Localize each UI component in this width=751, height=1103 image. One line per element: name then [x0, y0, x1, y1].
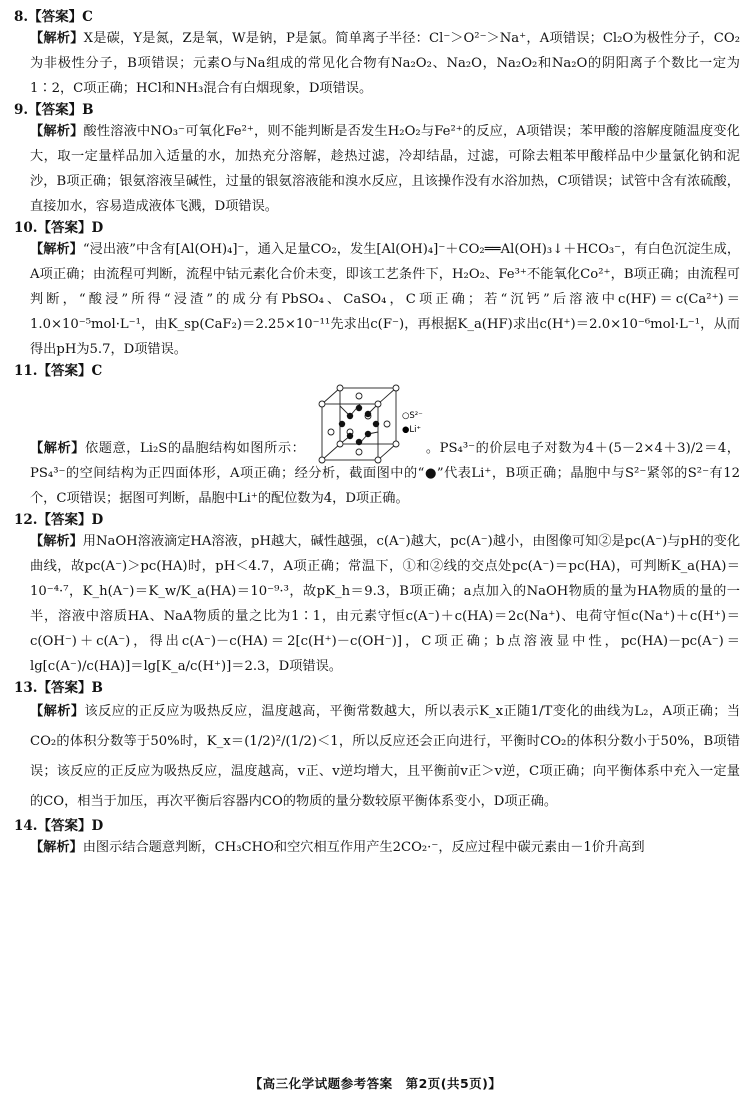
analysis-11	[14, 436, 740, 511]
question-number: 12.	[14, 512, 38, 528]
analysis-text: 。PS₄³⁻的价层电子对数为4＋(5－2×4＋3)/2＝4，PS₄³⁻的空间结构为正四面体形，A项正确；经分析，截面图中的“●”代表Li⁺，B项正确；晶胞中与S²⁻紧邻的S²⁻有12个，C项错误；据图可判断，晶胞中Li⁺的配位数为4，D项正确。	[30, 441, 740, 506]
answer-line-11	[14, 362, 740, 380]
analysis-10	[14, 237, 740, 362]
analysis-tag: 【解析】	[30, 31, 84, 46]
answer-tag: 【答案】	[28, 102, 83, 118]
answer-line-13	[14, 679, 740, 697]
answer-tag: 【答案】	[37, 818, 92, 834]
analysis-9	[14, 119, 740, 219]
question-number: 9.	[14, 102, 29, 118]
analysis-tag: 【解析】	[30, 242, 83, 257]
analysis-tag: 【解析】	[30, 441, 85, 456]
answer-value: B	[91, 680, 103, 696]
question-number: 11.	[14, 363, 38, 379]
question-number: 10.	[14, 220, 38, 236]
analysis-text: X是碳，Y是氮，Z是氧，W是钠，P是氯。简单离子半径：Cl⁻＞O²⁻＞Na⁺，A项错误；Cl₂O为极性分子，CO₂为非极性分子，B项错误；元素O与Na组成的常见化合物有Na₂O₂、Na₂O，Na₂O₂和Na₂O的阴阳离子个数比一定为1∶2，C项正确；HCl和NH₃混合有白烟现象，D项错误。	[30, 31, 740, 96]
analysis-tag: 【解析】	[30, 840, 83, 855]
analysis-12	[14, 529, 740, 679]
answer-tag: 【答案】	[37, 363, 92, 379]
analysis-tag: 【解析】	[30, 704, 85, 719]
analysis-text-pre: 依题意，Li₂S的晶胞结构如图所示：	[85, 441, 306, 456]
question-number: 13.	[14, 680, 38, 696]
answer-line-10	[14, 219, 740, 237]
answer-value: D	[91, 220, 104, 236]
page-footer: 【高三化学试题参考答案 第2页(共5页)】	[249, 1076, 502, 1091]
answer-tag: 【答案】	[37, 680, 92, 696]
analysis-13	[14, 697, 740, 817]
answer-value: C	[82, 9, 93, 25]
answer-line-9	[14, 101, 740, 119]
answer-tag: 【答案】	[28, 9, 83, 25]
analysis-text: “浸出液”中含有[Al(OH)₄]⁻，通入足量CO₂，发生[Al(OH)₄]⁻＋CO₂══Al(OH)₃↓＋HCO₃⁻，有白色沉淀生成，A项正确；由流程可判断，流程中钴元素化合价未变，即该工艺条件下，H₂O₂、Fe³⁺不能氧化Co²⁺，B项正确；由流程可判断，“酸浸”所得“浸渣”的成分有PbSO₄、CaSO₄，C项正确；若“沉钙”后溶液中c(HF)＝c(Ca²⁺)＝1.0×10⁻⁵mol·L⁻¹，由K_sp(CaF₂)＝2.25×10⁻¹¹先求出c(F⁻)，再根据K_a(HF)求出c(H⁺)＝2.0×10⁻⁶mol·L⁻¹，从而得出pH为5.7，D项错误。	[30, 242, 741, 357]
answer-value: D	[91, 818, 104, 834]
answer-tag: 【答案】	[37, 220, 92, 236]
analysis-tag: 【解析】	[30, 534, 83, 549]
answer-page	[14, 8, 740, 860]
answer-value: B	[82, 102, 94, 118]
analysis-text: 酸性溶液中NO₃⁻可氧化Fe²⁺，则不能判断是否发生H₂O₂与Fe²⁺的反应，A项错误；苯甲酸的溶解度随温度变化大，取一定量样品加入适量的水，加热充分溶解，趁热过滤，冷却结晶，过滤，可除去粗苯甲酸样品中少量氯化钠和泥沙，B项正确；银氨溶液呈碱性，过量的银氨溶液能和溴水反应，且该操作没有水浴加热，C项错误；试管中含有浓硫酸，直接加水，容易造成液体飞溅，D项错误。	[30, 124, 740, 214]
legend-lithium-ion: ●Li⁺	[402, 425, 422, 435]
analysis-tag: 【解析】	[30, 124, 84, 139]
analysis-text: 用NaOH溶液滴定HA溶液，pH越大，碱性越强，c(A⁻)越大，pc(A⁻)越小，由图像可知②是pc(A⁻)与pH的变化曲线，故pc(A⁻)＞pc(HA)时，pH＜4.7，A项正确；常温下，①和②线的交点处pc(A⁻)＝pc(HA)，可判断K_a(HA)＝10⁻⁴·⁷，K_h(A⁻)＝K_w/K_a(HA)＝10⁻⁹·³，故pK_h＝9.3，B项正确；a点加入的NaOH物质的量为HA物质的量的一半，溶液中溶质HA、NaA物质的量之比为1∶1，由元素守恒c(A⁻)＋c(HA)＝2c(Na⁺)、电荷守恒c(Na⁺)＋c(H⁺)＝c(OH⁻)＋c(A⁻)，得出c(A⁻)－c(HA)＝2[c(H⁺)－c(OH⁻)]，C项正确；b点溶液显中性，pc(HA)－pc(A⁻)＝lg[c(A⁻)/c(HA)]＝lg[K_a/c(H⁺)]＝2.3，D项错误。	[30, 534, 741, 674]
answer-line-14	[14, 817, 740, 835]
analysis-text: 该反应的正反应为吸热反应，温度越高，平衡常数越大，所以表示K_x正随1/T变化的曲线为L₂，A项正确；当CO₂的体积分数等于50%时，K_x＝(1/2)²/(1/2)＜1，所以反应还会正向进行，平衡时CO₂的体积分数小于50%，B项错误；该反应的正反应为吸热反应，温度越高，v正、v逆均增大，且平衡前v正＞v逆，C项正确；向平衡体系中充入一定量的CO，相当于加压，再次平衡后容器内CO的物质的量分数较原平衡体系变小，D项正确。	[30, 704, 741, 809]
analysis-text: 由图示结合题意判断，CH₃CHO和空穴相互作用产生2CO₂·⁻，反应过程中碳元素由－1价升高到	[82, 840, 645, 855]
answer-value: D	[91, 512, 104, 528]
legend-sulfide-ion: ○S²⁻	[402, 411, 423, 421]
answer-line-12	[14, 511, 740, 529]
answer-tag: 【答案】	[37, 512, 92, 528]
question-number: 8.	[14, 9, 29, 25]
question-number: 14.	[14, 818, 38, 834]
answer-value: C	[91, 363, 103, 379]
analysis-14	[14, 835, 740, 860]
answer-line-8	[14, 8, 740, 26]
analysis-8	[14, 26, 740, 101]
